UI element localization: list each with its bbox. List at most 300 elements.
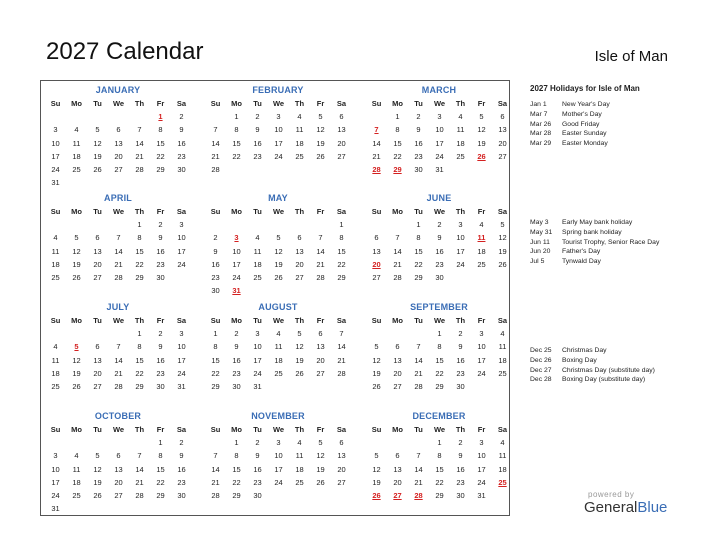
- weekday-header: Sa: [336, 99, 347, 108]
- holiday-date: Mar 29: [530, 140, 552, 148]
- day-grid: [366, 97, 512, 176]
- day-cell: 2: [179, 438, 184, 448]
- day-cell: 4: [479, 220, 484, 230]
- day-cell: 1: [339, 220, 344, 230]
- day-cell: 21: [211, 477, 220, 487]
- day-cell: 1: [158, 438, 163, 448]
- day-cell: 9: [437, 233, 442, 243]
- weekday-header: Fr: [156, 207, 165, 216]
- day-cell: 27: [337, 477, 346, 487]
- day-cell: 30: [211, 286, 220, 296]
- day-cell: 24: [51, 490, 60, 500]
- month-name: MAY: [268, 193, 288, 203]
- weekday-header: We: [272, 316, 285, 325]
- weekday-header: Fr: [156, 425, 165, 434]
- empty-cell: [366, 436, 387, 449]
- holiday-date: May 3: [530, 219, 549, 226]
- day-cell: 21: [414, 368, 423, 378]
- day-cell: 11: [456, 125, 465, 135]
- day-cell: 22: [156, 477, 165, 487]
- day-cell: 30: [232, 381, 241, 391]
- weekday-header: Tu: [253, 316, 262, 325]
- day-cell: 28: [414, 381, 423, 391]
- empty-cell: [268, 218, 289, 231]
- holiday-row: [530, 346, 700, 356]
- day-cell: 11: [274, 342, 283, 352]
- day-cell: 5: [297, 329, 302, 339]
- empty-cell: [366, 110, 387, 123]
- day-cell: 26: [316, 151, 325, 161]
- day-cell: 25: [72, 490, 81, 500]
- day-cell: 23: [177, 477, 186, 487]
- day-cell: 23: [156, 368, 165, 378]
- weekday-header: Fr: [316, 99, 325, 108]
- day-cell: 2: [179, 112, 184, 122]
- day-cell: 20: [393, 477, 402, 487]
- day-cell: 4: [53, 233, 58, 243]
- day-cell: 1: [437, 438, 442, 448]
- day-cell: 7: [213, 125, 218, 135]
- day-cell: 28: [135, 490, 144, 500]
- holiday-row: [530, 257, 700, 267]
- day-cell: 24: [253, 368, 262, 378]
- empty-cell: [247, 218, 268, 231]
- weekday-header: We: [112, 425, 125, 434]
- day-cell: 24: [51, 164, 60, 174]
- holiday-day: 5: [74, 342, 79, 352]
- empty-cell: [408, 327, 429, 340]
- day-cell: 8: [137, 342, 142, 352]
- month-june: [366, 191, 512, 284]
- holiday-row: [530, 247, 700, 257]
- day-cell: 4: [74, 125, 79, 135]
- weekday-header: Su: [371, 425, 382, 434]
- day-cell: 9: [458, 451, 463, 461]
- day-cell: 12: [372, 464, 381, 474]
- weekday-header: Th: [455, 425, 466, 434]
- day-cell: 31: [51, 178, 60, 188]
- day-cell: 19: [372, 477, 381, 487]
- day-cell: 13: [498, 125, 507, 135]
- day-cell: 4: [297, 112, 302, 122]
- day-cell: 11: [295, 451, 304, 461]
- weekday-header: Sa: [497, 425, 508, 434]
- holiday-row: [530, 356, 700, 366]
- holiday-day: 20: [372, 259, 381, 269]
- day-cell: 27: [498, 151, 507, 161]
- day-cell: 6: [116, 125, 121, 135]
- empty-cell: [87, 327, 108, 340]
- day-cell: 4: [276, 329, 281, 339]
- day-grid: [366, 314, 512, 393]
- day-cell: 12: [316, 125, 325, 135]
- day-cell: 15: [435, 355, 444, 365]
- day-cell: 4: [255, 233, 260, 243]
- day-cell: 29: [156, 164, 165, 174]
- empty-cell: [66, 436, 87, 449]
- day-cell: 22: [337, 259, 346, 269]
- day-cell: 10: [253, 342, 262, 352]
- day-cell: 30: [253, 490, 262, 500]
- month-march: [366, 83, 512, 176]
- day-cell: 14: [372, 138, 381, 148]
- day-cell: 17: [274, 138, 283, 148]
- weekday-header: Sa: [336, 425, 347, 434]
- weekday-header: Su: [50, 99, 61, 108]
- day-cell: 3: [179, 220, 184, 230]
- region-label: Isle of Man: [594, 48, 668, 65]
- day-cell: 8: [213, 342, 218, 352]
- empty-cell: [310, 218, 331, 231]
- day-cell: 22: [156, 151, 165, 161]
- day-cell: 11: [51, 246, 60, 256]
- day-cell: 31: [435, 164, 444, 174]
- day-cell: 7: [416, 342, 421, 352]
- day-cell: 23: [435, 259, 444, 269]
- weekday-header: Tu: [253, 99, 262, 108]
- weekday-header: Mo: [231, 207, 242, 216]
- weekday-header: Tu: [253, 425, 262, 434]
- day-cell: 18: [51, 368, 60, 378]
- day-cell: 23: [156, 259, 165, 269]
- day-cell: 2: [158, 220, 163, 230]
- day-cell: 18: [295, 464, 304, 474]
- day-cell: 14: [114, 355, 123, 365]
- holiday-name: Christmas Day: [562, 347, 607, 354]
- day-cell: 28: [211, 164, 220, 174]
- day-cell: 24: [274, 151, 283, 161]
- weekday-header: Su: [210, 316, 221, 325]
- day-cell: 24: [477, 368, 486, 378]
- empty-cell: [366, 218, 387, 231]
- empty-cell: [205, 218, 226, 231]
- month-name: NOVEMBER: [251, 411, 305, 421]
- day-cell: 30: [156, 272, 165, 282]
- day-cell: 14: [211, 138, 220, 148]
- empty-cell: [108, 110, 129, 123]
- day-cell: 24: [274, 477, 283, 487]
- day-cell: 21: [316, 259, 325, 269]
- empty-cell: [129, 110, 150, 123]
- day-cell: 12: [498, 233, 507, 243]
- day-cell: 18: [274, 355, 283, 365]
- day-cell: 6: [500, 112, 505, 122]
- weekday-header: Sa: [497, 316, 508, 325]
- weekday-header: Tu: [414, 316, 423, 325]
- day-cell: 26: [93, 490, 102, 500]
- holiday-date: Dec 27: [530, 366, 552, 374]
- weekday-header: Fr: [477, 99, 486, 108]
- day-cell: 8: [437, 342, 442, 352]
- day-cell: 30: [177, 164, 186, 174]
- weekday-header: Sa: [497, 99, 508, 108]
- day-cell: 17: [456, 246, 465, 256]
- day-cell: 8: [339, 233, 344, 243]
- holiday-date: Dec 28: [530, 376, 552, 384]
- day-cell: 28: [393, 272, 402, 282]
- day-cell: 10: [51, 464, 60, 474]
- empty-cell: [226, 218, 247, 231]
- day-cell: 24: [177, 259, 186, 269]
- day-cell: 15: [232, 138, 241, 148]
- day-cell: 15: [435, 464, 444, 474]
- day-cell: 16: [253, 464, 262, 474]
- day-cell: 5: [500, 220, 505, 230]
- empty-cell: [289, 218, 310, 231]
- empty-cell: [366, 327, 387, 340]
- day-cell: 25: [456, 151, 465, 161]
- weekday-header: We: [272, 425, 285, 434]
- weekday-header: We: [433, 99, 446, 108]
- holiday-group-q1: [530, 100, 700, 149]
- day-cell: 7: [339, 329, 344, 339]
- day-cell: 23: [456, 477, 465, 487]
- month-august: [205, 300, 351, 393]
- day-cell: 16: [211, 259, 220, 269]
- day-cell: 26: [274, 272, 283, 282]
- day-cell: 9: [213, 246, 218, 256]
- day-cell: 17: [274, 464, 283, 474]
- day-cell: 29: [435, 490, 444, 500]
- month-september: [366, 300, 512, 393]
- day-cell: 26: [72, 272, 81, 282]
- weekday-header: Th: [134, 207, 145, 216]
- holiday-name: Christmas Day (substitute day): [562, 366, 655, 374]
- day-cell: 21: [211, 151, 220, 161]
- day-cell: 6: [339, 112, 344, 122]
- holiday-date: Jun 20: [530, 248, 551, 256]
- day-cell: 17: [51, 477, 60, 487]
- weekday-header: Su: [371, 316, 382, 325]
- day-cell: 22: [435, 368, 444, 378]
- weekday-header: Sa: [176, 316, 187, 325]
- day-cell: 9: [416, 125, 421, 135]
- day-cell: 11: [72, 138, 81, 148]
- day-cell: 18: [498, 355, 507, 365]
- day-cell: 29: [435, 381, 444, 391]
- holiday-day: 3: [234, 233, 239, 243]
- day-cell: 24: [232, 272, 241, 282]
- holiday-date: Jun 11: [530, 238, 550, 246]
- day-cell: 2: [437, 220, 442, 230]
- day-cell: 30: [435, 272, 444, 282]
- day-cell: 14: [414, 355, 423, 365]
- day-cell: 11: [498, 451, 507, 461]
- holiday-date: Mar 7: [530, 110, 548, 118]
- day-cell: 19: [72, 259, 81, 269]
- day-cell: 1: [234, 112, 239, 122]
- day-cell: 5: [95, 125, 100, 135]
- day-cell: 25: [51, 381, 60, 391]
- holiday-day: 7: [374, 125, 379, 135]
- holiday-row: [530, 375, 700, 385]
- day-cell: 3: [53, 125, 58, 135]
- brand-logo[interactable]: [584, 499, 667, 516]
- weekday-header: Su: [50, 425, 61, 434]
- month-name: OCTOBER: [94, 411, 142, 421]
- holiday-day: 25: [498, 477, 507, 487]
- day-cell: 18: [72, 151, 81, 161]
- day-cell: 1: [137, 329, 142, 339]
- weekday-header: We: [112, 316, 125, 325]
- day-cell: 22: [232, 151, 241, 161]
- day-cell: 19: [316, 464, 325, 474]
- month-name: JULY: [106, 302, 130, 312]
- day-cell: 19: [477, 138, 486, 148]
- month-name: MARCH: [421, 85, 457, 95]
- month-name: DECEMBER: [412, 411, 466, 421]
- day-cell: 21: [135, 151, 144, 161]
- day-grid: [205, 314, 351, 393]
- calendar-grid: [40, 80, 510, 516]
- day-cell: 20: [114, 151, 123, 161]
- day-cell: 11: [295, 125, 304, 135]
- day-cell: 11: [253, 246, 262, 256]
- day-cell: 18: [456, 138, 465, 148]
- day-cell: 13: [295, 246, 304, 256]
- day-cell: 1: [437, 329, 442, 339]
- weekday-header: Su: [371, 99, 382, 108]
- weekday-header: Mo: [392, 425, 403, 434]
- day-cell: 15: [414, 246, 423, 256]
- day-cell: 16: [156, 246, 165, 256]
- holiday-date: May 31: [530, 228, 553, 236]
- day-cell: 10: [477, 451, 486, 461]
- day-cell: 16: [177, 464, 186, 474]
- day-cell: 20: [393, 368, 402, 378]
- empty-cell: [387, 218, 408, 231]
- weekday-header: Sa: [497, 207, 508, 216]
- day-cell: 9: [179, 451, 184, 461]
- day-cell: 12: [93, 464, 102, 474]
- day-cell: 23: [177, 151, 186, 161]
- day-cell: 23: [253, 477, 262, 487]
- weekday-header: Mo: [231, 99, 242, 108]
- weekday-header: We: [433, 207, 446, 216]
- day-cell: 11: [51, 355, 60, 365]
- weekday-header: Mo: [71, 316, 82, 325]
- empty-cell: [87, 218, 108, 231]
- month-january: [45, 83, 191, 189]
- day-cell: 19: [498, 246, 507, 256]
- day-cell: 8: [234, 125, 239, 135]
- weekday-header: Tu: [253, 207, 262, 216]
- day-cell: 3: [479, 329, 484, 339]
- holiday-name: Boxing Day: [562, 356, 597, 364]
- day-cell: 26: [372, 381, 381, 391]
- day-cell: 17: [232, 259, 241, 269]
- day-cell: 29: [414, 272, 423, 282]
- day-cell: 19: [274, 259, 283, 269]
- holiday-name: Early May bank holiday: [562, 219, 633, 226]
- weekday-header: Mo: [392, 316, 403, 325]
- day-cell: 20: [114, 477, 123, 487]
- day-cell: 20: [93, 259, 102, 269]
- day-cell: 7: [116, 342, 121, 352]
- day-cell: 2: [158, 329, 163, 339]
- day-cell: 14: [135, 138, 144, 148]
- day-cell: 20: [316, 355, 325, 365]
- day-cell: 13: [337, 451, 346, 461]
- weekday-header: Su: [210, 207, 221, 216]
- weekday-header: Th: [134, 425, 145, 434]
- month-name: AUGUST: [258, 302, 298, 312]
- day-cell: 8: [416, 233, 421, 243]
- day-cell: 13: [393, 355, 402, 365]
- day-cell: 6: [95, 342, 100, 352]
- weekday-header: Th: [294, 316, 305, 325]
- day-cell: 15: [135, 246, 144, 256]
- powered-by-label: powered by: [588, 490, 635, 499]
- day-cell: 13: [316, 342, 325, 352]
- empty-cell: [87, 436, 108, 449]
- day-cell: 5: [318, 112, 323, 122]
- day-grid: [366, 423, 512, 502]
- day-cell: 2: [213, 233, 218, 243]
- day-cell: 1: [395, 112, 400, 122]
- day-cell: 21: [393, 259, 402, 269]
- holiday-name: New Year's Day: [562, 101, 610, 108]
- day-cell: 28: [337, 368, 346, 378]
- weekday-header: Su: [210, 99, 221, 108]
- day-cell: 13: [93, 246, 102, 256]
- day-cell: 24: [177, 368, 186, 378]
- empty-cell: [205, 110, 226, 123]
- day-cell: 27: [316, 368, 325, 378]
- day-cell: 27: [393, 381, 402, 391]
- holiday-row: [530, 120, 700, 130]
- holiday-date: Jul 5: [530, 258, 545, 266]
- day-cell: 8: [158, 125, 163, 135]
- day-cell: 18: [498, 464, 507, 474]
- day-cell: 2: [255, 438, 260, 448]
- month-november: [205, 409, 351, 502]
- holiday-group-q2: [530, 218, 700, 267]
- day-cell: 16: [177, 138, 186, 148]
- month-name: JUNE: [426, 193, 452, 203]
- day-cell: 6: [395, 342, 400, 352]
- holiday-day: 27: [393, 490, 402, 500]
- day-cell: 28: [135, 164, 144, 174]
- day-cell: 19: [93, 151, 102, 161]
- day-cell: 14: [211, 464, 220, 474]
- day-cell: 11: [72, 464, 81, 474]
- day-cell: 13: [114, 464, 123, 474]
- empty-cell: [387, 436, 408, 449]
- holiday-row: [530, 110, 700, 120]
- empty-cell: [66, 110, 87, 123]
- day-cell: 12: [372, 355, 381, 365]
- day-cell: 27: [295, 272, 304, 282]
- day-cell: 16: [156, 355, 165, 365]
- weekday-header: Su: [371, 207, 382, 216]
- weekday-header: Sa: [176, 425, 187, 434]
- day-cell: 22: [435, 477, 444, 487]
- day-cell: 4: [297, 438, 302, 448]
- day-cell: 10: [177, 342, 186, 352]
- holiday-name: Father's Day: [562, 248, 601, 256]
- day-cell: 27: [337, 151, 346, 161]
- holiday-name: Tourist Trophy, Senior Race Day: [562, 238, 660, 246]
- day-cell: 7: [137, 125, 142, 135]
- day-cell: 15: [232, 464, 241, 474]
- empty-cell: [45, 218, 66, 231]
- day-cell: 4: [74, 451, 79, 461]
- weekday-header: Su: [50, 207, 61, 216]
- month-name: SEPTEMBER: [410, 302, 468, 312]
- day-cell: 29: [156, 490, 165, 500]
- day-cell: 14: [414, 464, 423, 474]
